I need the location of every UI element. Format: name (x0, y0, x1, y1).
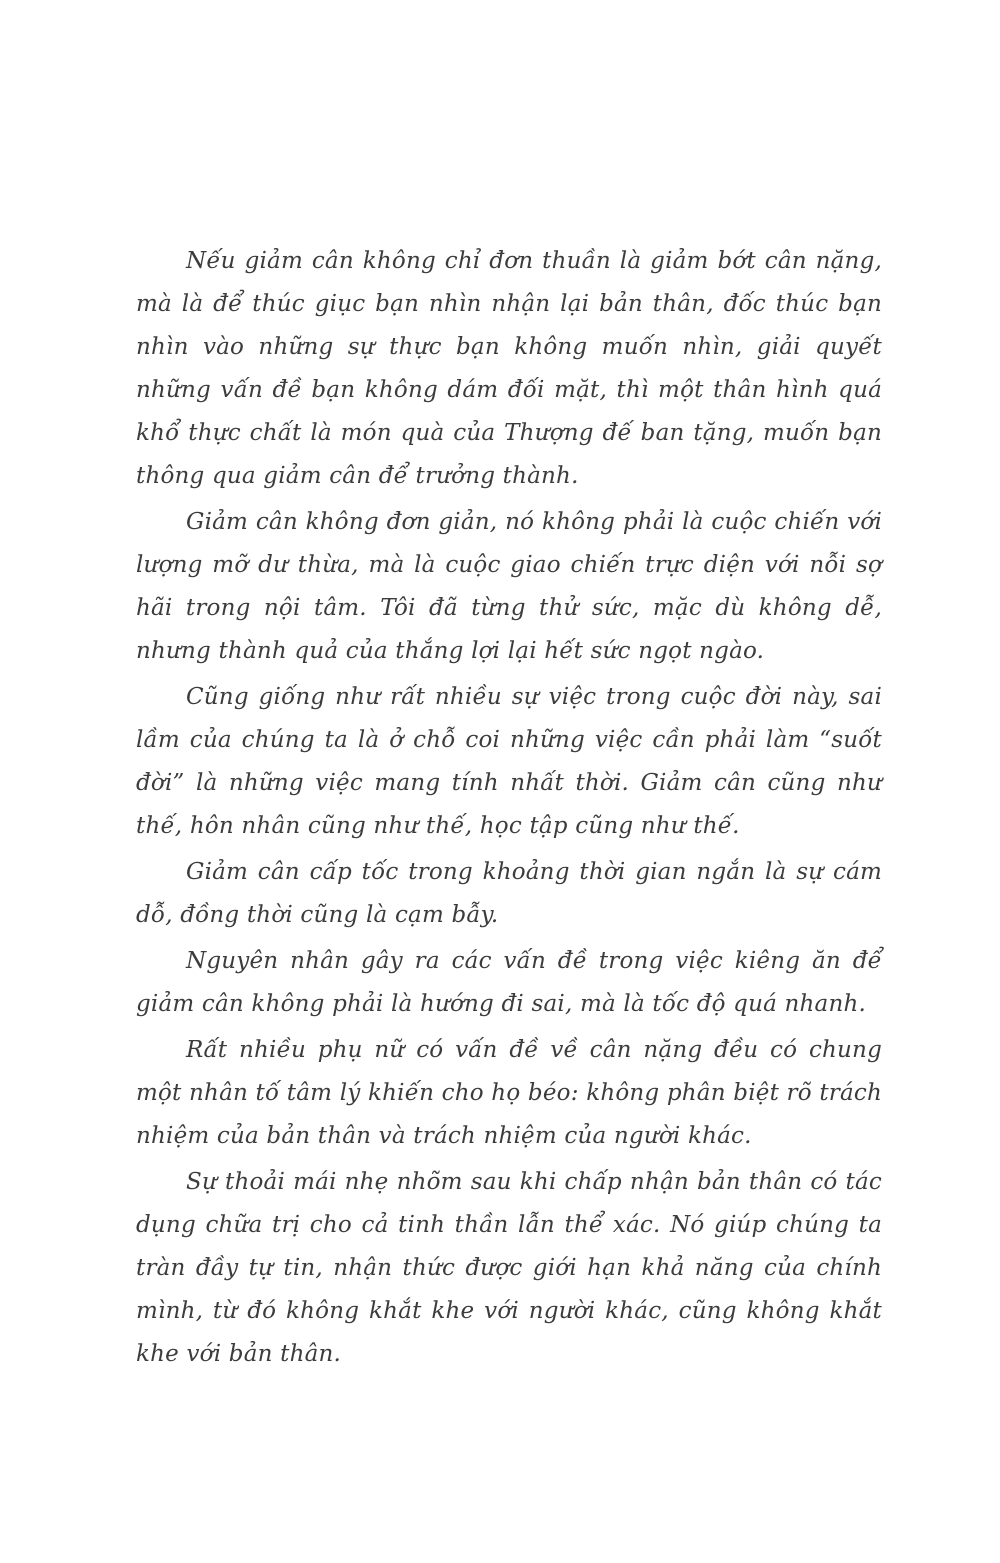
paragraph: Rất nhiều phụ nữ có vấn đề về cân nặng đều có chung một nhân tố tâm lý khiến cho họ béo: không phân biệt rõ trách nhiệm của bản thân và trách nhiệm của người khác. (136, 1037, 882, 1149)
paragraph: Giảm cân không đơn giản, nó không phải là cuộc chiến với lượng mỡ dư thừa, mà là cuộc giao chiến trực diện với nỗi sợ hãi trong nội tâm. Tôi đã từng thử sức, mặc dù không dễ, nhưng thành quả của thắng lợi lại hết sức ngọt ngào. (136, 509, 882, 664)
paragraph: Nếu giảm cân không chỉ đơn thuần là giảm bớt cân nặng, mà là để thúc giục bạn nhìn nhận lại bản thân, đốc thúc bạn nhìn vào những sự thực bạn không muốn nhìn, giải quyết những vấn đề bạn không dám đối mặt, thì một thân hình quá khổ thực chất là món quà của Thượng đế ban tặng, muốn bạn thông qua giảm cân để trưởng thành. (136, 248, 882, 489)
body-text (136, 240, 882, 1376)
paragraph: Giảm cân cấp tốc trong khoảng thời gian ngắn là sự cám dỗ, đồng thời cũng là cạm bẫy. (136, 859, 882, 928)
paragraph: Sự thoải mái nhẹ nhõm sau khi chấp nhận bản thân có tác dụng chữa trị cho cả tinh thần lẫn thể xác. Nó giúp chúng ta tràn đầy tự tin, nhận thức được giới hạn khả năng của chính mình, từ đó không khắt khe với người khác, cũng không khắt khe với bản thân. (136, 1169, 882, 1367)
paragraph: Nguyên nhân gây ra các vấn đề trong việc kiêng ăn để giảm cân không phải là hướng đi sai, mà là tốc độ quá nhanh. (136, 948, 882, 1017)
paragraph: Cũng giống như rất nhiều sự việc trong cuộc đời này, sai lầm của chúng ta là ở chỗ coi những việc cần phải làm “suốt đời” là những việc mang tính nhất thời. Giảm cân cũng như thế, hôn nhân cũng như thế, học tập cũng như thế. (136, 684, 882, 839)
